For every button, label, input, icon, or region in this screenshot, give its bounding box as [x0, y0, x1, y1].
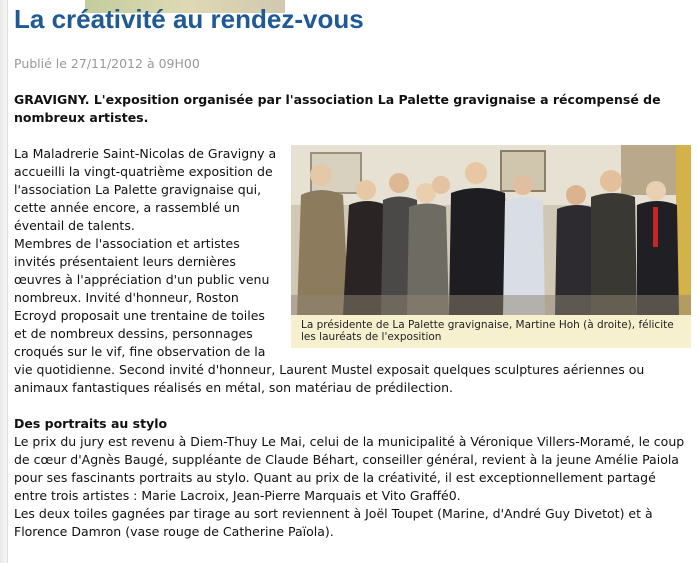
photo-caption: La présidente de La Palette gravignaise, Martine Hoh (à droite), félicite les lauréats de l'exposition	[291, 315, 691, 348]
photo-figure	[291, 145, 691, 348]
publish-date: Publié le 27/11/2012 à 09H00	[14, 56, 200, 71]
paragraph-4: Les deux toiles gagnées par tirage au sort reviennent à Joël Toupet (Marine, d'André Guy Divetot) et à Florence Damron (vase rouge de Catherine Païola).	[14, 506, 653, 539]
paragraph-2: Membres de l'association et artistes invités présentaient leurs dernières œuvres à l'appréciation d'un public venu nombreux. Invité d'honneur, Roston Ecroyd proposait une trentaine de toiles et de nombreux dessins, personnages croqués sur le vif, fine observation de la vie quotidienne. Second invité d'honneur, Laurent Mustel exposait quelques sculptures aériennes ou animaux fantastiques réalisés en métal, son matériau de prédilection.	[14, 236, 645, 395]
group-photo	[291, 145, 691, 315]
article-lead: GRAVIGNY. L'exposition organisée par l'association La Palette gravignaise a récompensé de nombreux artistes.	[14, 92, 661, 125]
paragraph-3: Le prix du jury est revenu à Diem-Thuy Le Mai, celui de la municipalité à Véronique Villers-Moramé, le coup de cœur d'Agnès Baugé, suppléante de Claude Béhart, conseiller général, revient à la jeune Amélie Paiola pour ses fascinants portraits au stylo. Quant au prix de la créativité, il est exceptionnellement partagé entre trois artistes : Marie Lacroix, Jean-Pierre Marquais et Vito Graffé0.	[14, 434, 685, 503]
article-body	[14, 145, 691, 541]
left-margin-bar	[0, 0, 8, 563]
section-subheading: Des portraits au stylo	[14, 416, 168, 431]
article-title: La créativité au rendez-vous	[14, 4, 364, 34]
paragraph-1: La Maladrerie Saint-Nicolas de Gravigny a accueilli la vingt-quatrième exposition de l'association La Palette gravignaise qui, cette année encore, a rassemblé un éventail de talents.	[14, 146, 277, 233]
